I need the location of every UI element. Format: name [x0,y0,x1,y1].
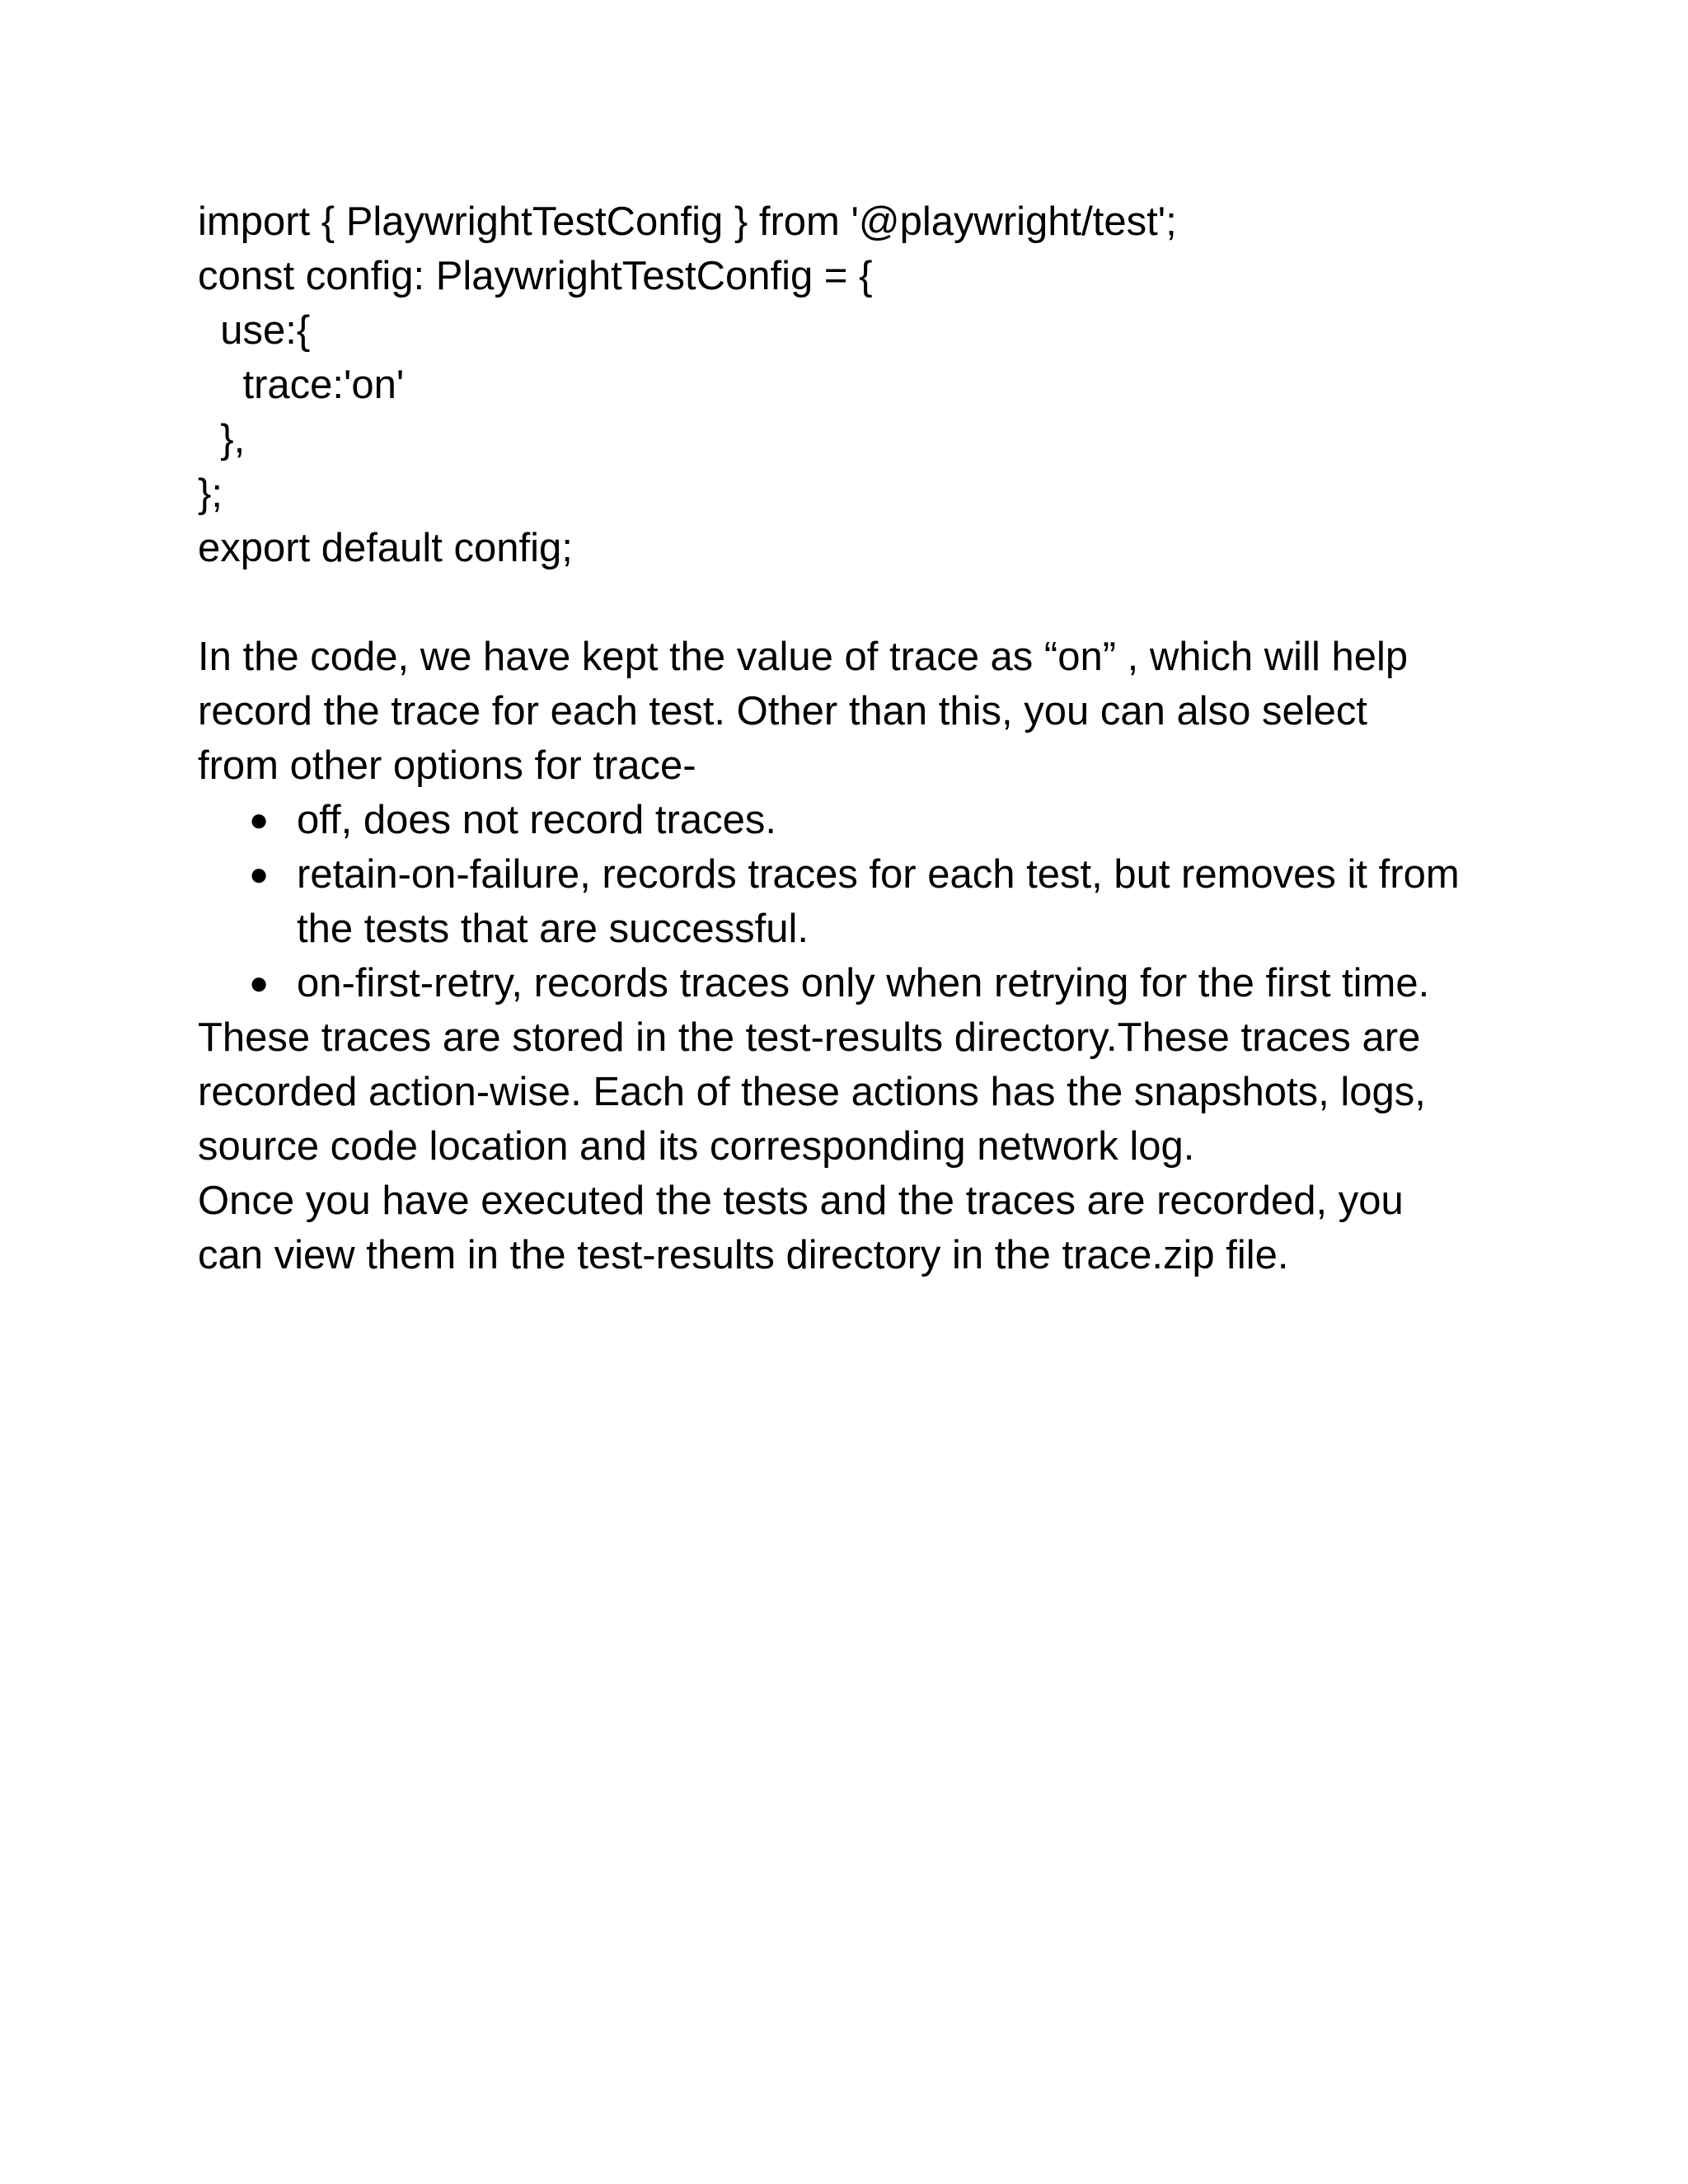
storage-paragraph [198,1010,1517,1174]
code-snippet [198,194,1517,575]
code-line: trace:'on' [198,363,405,407]
text-line: on-first-retry, records traces only when retrying for the first time. [297,961,1430,1005]
viewing-paragraph [198,1174,1517,1282]
text-line: the tests that are successful. [297,907,809,951]
document-body [198,194,1517,1282]
code-line: }; [198,471,223,516]
text-line: can view them in the test-results directory in the trace.zip file. [198,1233,1289,1277]
text-line: These traces are stored in the test-results directory.These traces are [198,1015,1421,1060]
list-item [198,956,1517,1010]
list-item [198,847,1517,956]
text-line: off, does not record traces. [297,798,776,842]
text-line: In the code, we have kept the value of trace as “on” , which will help [198,635,1409,679]
bullet-icon: ● [249,856,270,893]
code-line: use:{ [198,308,311,353]
text-line: record the trace for each test. Other than this, you can also select [198,689,1368,733]
code-line: const config: PlaywrightTestConfig = { [198,254,873,298]
bullet-icon: ● [249,802,270,838]
text-line: from other options for trace- [198,743,696,788]
intro-paragraph [198,630,1517,793]
text-line: recorded action-wise. Each of these actions has the snapshots, logs, [198,1070,1426,1114]
list-item [198,793,1517,847]
code-line: export default config; [198,526,573,570]
text-line: retain-on-failure, records traces for each test, but removes it from [297,852,1460,897]
code-line: import { PlaywrightTestConfig } from '@playwright/test'; [198,199,1177,244]
paragraph-gap [198,575,1517,630]
code-line: }, [198,417,246,462]
trace-options-list [198,793,1517,1010]
bullet-icon: ● [249,965,270,1001]
text-line: Once you have executed the tests and the traces are recorded, you [198,1179,1404,1223]
text-line: source code location and its corresponding network log. [198,1124,1195,1169]
